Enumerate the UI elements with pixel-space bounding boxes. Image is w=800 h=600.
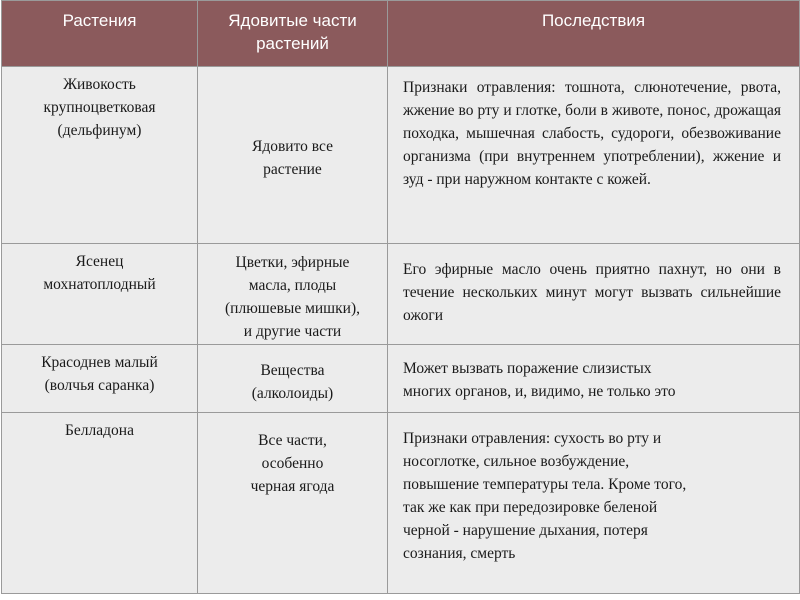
plant-cell: Красоднев малый (волчья саранка) bbox=[2, 345, 198, 413]
parts-cell: Ядовито все растение bbox=[198, 67, 388, 244]
plants-table bbox=[1, 0, 800, 594]
header-plants: Растения bbox=[2, 1, 198, 67]
table-row bbox=[2, 67, 800, 244]
plant-cell: Живокость крупноцветковая (дельфинум) bbox=[2, 67, 198, 244]
table-row bbox=[2, 413, 800, 594]
effects-cell: Его эфирные масло очень приятно пахнут, но они в течение нескольких минут могут вызвать сильнейшие ожоги bbox=[388, 244, 800, 345]
plant-cell: Ясенец мохнатоплодный bbox=[2, 244, 198, 345]
effects-cell: Может вызвать поражение слизистых многих органов, и, видимо, не только это bbox=[388, 345, 800, 413]
table-row bbox=[2, 244, 800, 345]
header-row bbox=[2, 1, 800, 67]
effects-cell: Признаки отравления: тошнота, слюнотечение, рвота, жжение во рту и глотке, боли в животе, понос, дрожащая походка, мышечная слабость, судороги, обезвоживание организма (при внутреннем употреблении), жжение и зуд - при наружном контакте с кожей. bbox=[388, 67, 800, 244]
parts-cell: Цветки, эфирные масла, плоды (плюшевые мишки), и другие части bbox=[198, 244, 388, 345]
table-row bbox=[2, 345, 800, 413]
header-poisonous-parts: Ядовитые части растений bbox=[198, 1, 388, 67]
parts-cell: Все части, особенно черная ягода bbox=[198, 413, 388, 594]
parts-cell: Вещества (алколоиды) bbox=[198, 345, 388, 413]
effects-cell: Признаки отравления: сухость во рту и носоглотке, сильное возбуждение, повышение температуры тела. Кроме того, так же как при передозировке беленой черной - нарушение дыхания, потеря сознания, смерть bbox=[388, 413, 800, 594]
plant-cell: Белладона bbox=[2, 413, 198, 594]
header-consequences: Последствия bbox=[388, 1, 800, 67]
